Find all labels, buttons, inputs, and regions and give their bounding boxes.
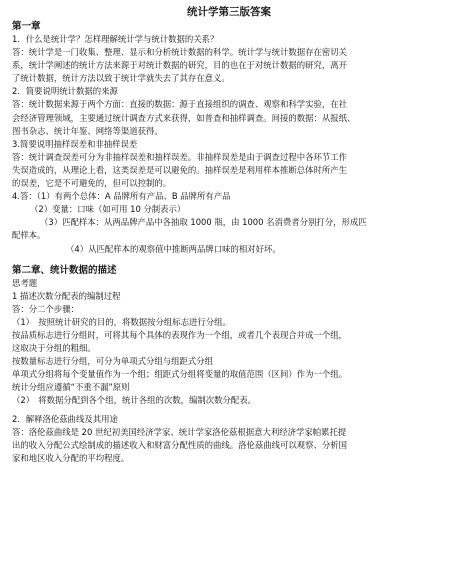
ch1-answer-3-line: 的误差，它是不可避免的，但可以控制的。 [12,178,172,189]
ch1-answer-2-line: 图书杂志、统计年鉴、网络等渠道获得。 [12,125,163,136]
document-title: 统计学第三版答案 [187,6,271,18]
ch1-question-4-part-3: （3）匹配样本：从两品牌产品中各抽取 1000 瓶，由 1000 名消费者分别打分，形成匹 [40,217,367,228]
ch1-question-4-part-4: （4）从匹配样本的观察值中推断两品牌口味的相对好坏。 [66,243,281,254]
ch1-answer-1-line: 答：统计学是一门收集、整理、显示和分析统计数据的科学。统计学与统计数据存在密切关 [12,47,347,58]
ch1-question-2: 2．简要说明统计数据的来源 [12,86,118,97]
chapter-2-heading: 第二章、统计数据的描述 [12,264,117,276]
ch1-answer-3-line: 失误造成的，从理论上看，这类误差是可以避免的。抽样误差是利用样本推断总体时所产生 [12,164,347,175]
ch2-answer-1-step-1: （1） 按照统计研究的目的，将数据按分组标志进行分组。 [12,316,231,327]
chapter-1-heading: 第一章 [12,21,41,32]
ch2-answer-2-line: 出的收入分配公式绘制成的描述收入和财富分配性质的曲线。洛伦茲曲线可以观察、分析国 [12,439,347,450]
ch2-answer-1-line: 单项式分组将每个变量值作为一个组；组距式分组将变量的取值范围（区间）作为一个组。 [12,369,347,380]
ch1-answer-1-line: 系，统计学阐述的统计方法来源于对统计数据的研究，目的也在于对统计数据的研究，离开 [12,60,347,71]
ch2-answer-1-line: 按数量标志进行分组，可分为单项式分组与组距式分组 [12,356,213,367]
ch1-answer-3-line: 答：统计调查误差可分为非抽样误差和抽样误差。非抽样误差是由于调查过程中各环节工作 [12,151,347,162]
ch2-answer-1-line: 这取决于分组的粗细。 [12,343,96,354]
ch1-question-1: 1．什么是统计学？怎样理解统计学与统计数据的关系？ [12,34,219,44]
ch1-question-4: 4.答：（1）有两个总体：A 品牌所有产品、B 品牌所有产品 [12,191,231,202]
ch1-question-3: 3.简要说明抽样误差和非抽样误差 [12,138,138,149]
ch2-answer-1-line: 按品质标志进行分组时，可将其每个具体的表现作为一个组，或者几个表现合并成一个组， [12,329,347,340]
ch2-answer-1-line: 统计分组应遵循“不重不漏”原则 [12,382,130,393]
ch1-answer-2-line: 会经济管理领域，主要通过统计调查方式来获得，如普查和抽样调查。间接的数据：从报纸、 [12,112,356,123]
ch2-answer-2-line: 家和地区收入分配的平均程度。 [12,452,130,463]
ch2-answer-2-line: 答：洛伦茲曲线是 20 世纪初美国经济学家、统计学家洛伦茲根据意大利经济学家帕累托提 [12,426,347,437]
ch1-question-4-part-3-cont: 配样本。 [12,230,46,241]
ch2-question-1: 1 描述次数分配表的编制过程 [12,290,121,301]
ch2-answer-1-intro: 答：分二个步骤： [12,303,79,314]
ch2-subheading: 思考题 [12,277,38,288]
ch1-answer-1-line: 了统计数据，统计方法以致于统计学就失去了其存在意义。 [12,73,230,84]
ch1-question-4-part-2: （2）变量：口味（如可用 10 分制表示） [30,204,186,215]
ch2-question-2: 2．解释洛伦茲曲线及其用途 [12,413,118,424]
ch2-answer-1-step-2: （2） 将数据分配到各个组，统计各组的次数，编制次数分配表。 [12,395,257,406]
ch1-answer-2-line: 答：统计数据来源于两个方面：直接的数据：源于直接组织的调查、观察和科学实验，在社 [12,99,347,110]
